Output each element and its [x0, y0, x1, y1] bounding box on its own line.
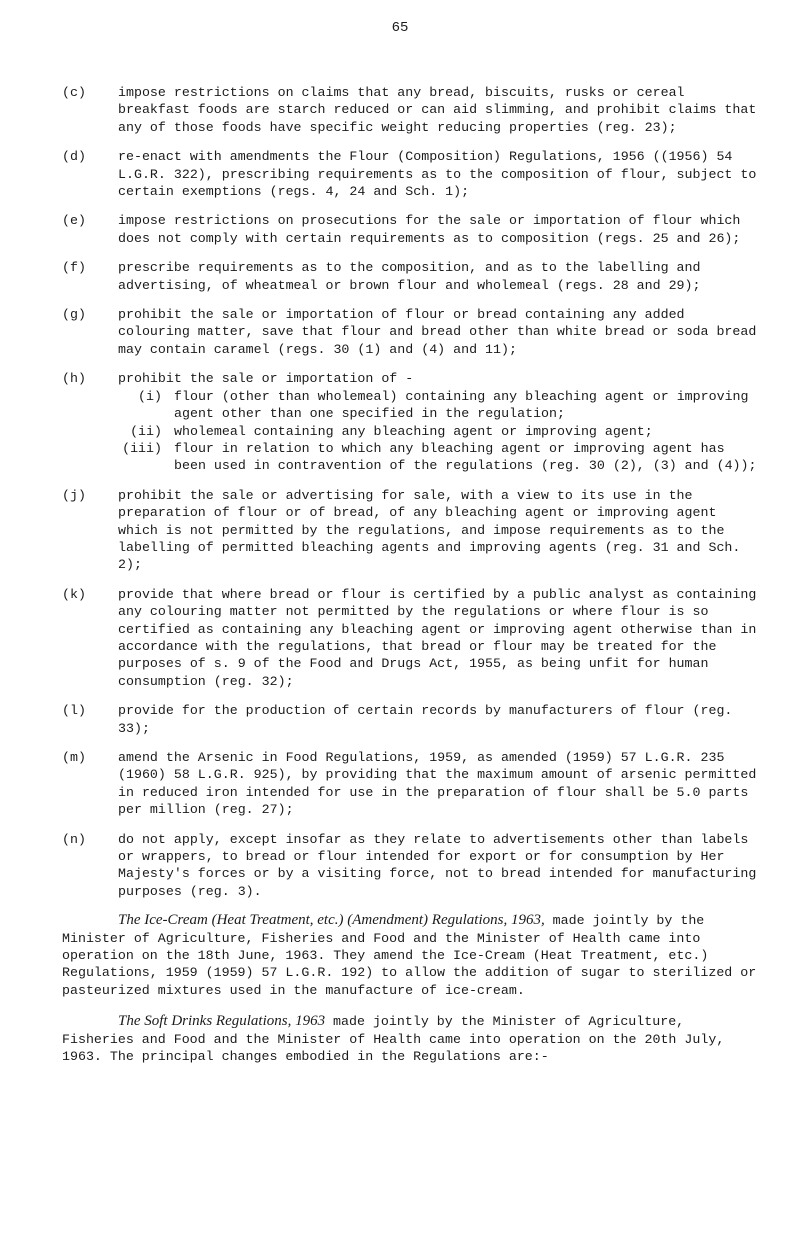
item-text: impose restrictions on prosecutions for the sale or importation of flour which does not comply with certain requirements as to composition (regs. 25 and 26);: [118, 213, 741, 246]
document-body: [62, 84, 762, 1080]
page-number: 65: [391, 20, 409, 36]
list-item-h: [62, 370, 762, 474]
item-label: (d): [62, 149, 86, 165]
list-item-n: [62, 831, 762, 901]
list-item-c: [62, 84, 762, 136]
item-label: (l): [62, 703, 86, 719]
sub-item-i: [118, 388, 762, 423]
item-text: prohibit the sale or importation of flour or bread containing any added colouring matter, save that flour and bread other than white bread or soda bread may contain caramel (regs. 30 (1) and (4) and 11);: [118, 307, 757, 357]
sub-item-label: (i): [138, 388, 162, 404]
sub-item-label: (iii): [122, 440, 162, 456]
item-text: amend the Arsenic in Food Regulations, 1959, as amended (1959) 57 L.G.R. 235 (1960) 58 L.G.R. 925), by providing that the maximum amount of arsenic permitted in reduced iron intended for use in the preparation of flour shall be 5.0 parts per million (reg. 27);: [118, 750, 757, 818]
sub-item-label: (ii): [130, 423, 162, 439]
paragraph-soft-drinks: [62, 1013, 762, 1065]
sub-item-iii: [118, 440, 762, 475]
regulation-title: The Soft Drinks Regulations, 1963: [118, 1013, 326, 1030]
item-text: prohibit the sale or importation of -: [118, 371, 414, 387]
item-label: (f): [62, 260, 86, 276]
item-text: provide for the production of certain records by manufacturers of flour (reg. 33);: [118, 703, 733, 736]
item-label: (e): [62, 213, 86, 229]
item-label: (j): [62, 487, 86, 503]
list-item-e: [62, 212, 762, 247]
list-item-f: [62, 259, 762, 294]
list-item-l: [62, 702, 762, 737]
sub-item-text: flour in relation to which any bleaching agent or improving agent has been used in contravention of the regulations (reg. 30 (2), (3) and (4));: [174, 440, 757, 474]
sub-item-text: flour (other than wholemeal) containing any bleaching agent or improving agent other than one specified in the regulation;: [174, 388, 749, 422]
item-text: provide that where bread or flour is certified by a public analyst as containing any colouring matter not permitted by the regulations or where flour is so certified as containing any bleaching agent or improving agent otherwise than in accordance with the regulations, that bread or flour may be treated for the purposes of s. 9 of the Food and Drugs Act, 1955, as being unfit for human consumption (reg. 32);: [118, 586, 757, 689]
paragraph-text: made jointly by the Minister of Agriculture, Fisheries and Food and the Minister of Health came into operation on the 18th June, 1963. They amend the Ice-Cream (Heat Treatment, etc.) Regulations, 1959 (1959) 57 L.G.R. 192) to allow the addition of sugar to sterilized or pasteurized mixtures used in the manufacture of ice-cream.: [62, 913, 757, 998]
regulation-title: The Ice-Cream (Heat Treatment, etc.) (Amendment) Regulations, 1963,: [118, 912, 545, 929]
item-text: prescribe requirements as to the composition, and as to the labelling and advertising, of wheatmeal or brown flour and wholemeal (regs. 28 and 29);: [118, 260, 701, 293]
list-item-m: [62, 749, 762, 819]
list-item-d: [62, 148, 762, 200]
list-item-k: [62, 586, 762, 690]
sub-item-text: wholemeal containing any bleaching agent or improving agent;: [174, 423, 653, 439]
item-label: (c): [62, 85, 86, 100]
sub-item-ii: [118, 423, 762, 440]
item-label: (m): [62, 750, 86, 765]
paragraph-ice-cream: [62, 912, 762, 999]
item-label: (g): [62, 307, 86, 323]
item-label: (n): [62, 831, 86, 847]
item-text: prohibit the sale or advertising for sale, with a view to its use in the preparation of flour or of bread, of any bleaching agent or improving agent which is not permitted by the regulations, and impose requirements as to the labelling of permitted bleaching agents and improving agents (reg. 31 and Sch. 2);: [118, 487, 741, 573]
item-label: (h): [62, 371, 86, 387]
item-label: (k): [62, 586, 86, 602]
list-item-j: [62, 487, 762, 574]
item-text: impose restrictions on claims that any bread, biscuits, rusks or cereal breakfast foods are starch reduced or can aid slimming, and prohibit claims that any of those foods have specific weight reducing properties (reg. 23);: [118, 85, 757, 135]
item-text: do not apply, except insofar as they relate to advertisements other than labels or wrappers, to bread or flour intended for export or for consumption by Her Majesty's forces or by a visiting force, not to bread intended for manufacturing purposes (reg. 3).: [118, 831, 757, 899]
item-text: re-enact with amendments the Flour (Composition) Regulations, 1956 ((1956) 54 L.G.R. 322), prescribing requirements as to the composition of flour, subject to certain exemptions (regs. 4, 24 and Sch. 1);: [118, 149, 757, 200]
paragraph-text: made jointly by the Minister of Agriculture, Fisheries and Food and the Minister of Health came into operation on the 20th July, 1963. The principal changes embodied in the Regulations are:-: [62, 1014, 725, 1065]
list-item-g: [62, 306, 762, 358]
